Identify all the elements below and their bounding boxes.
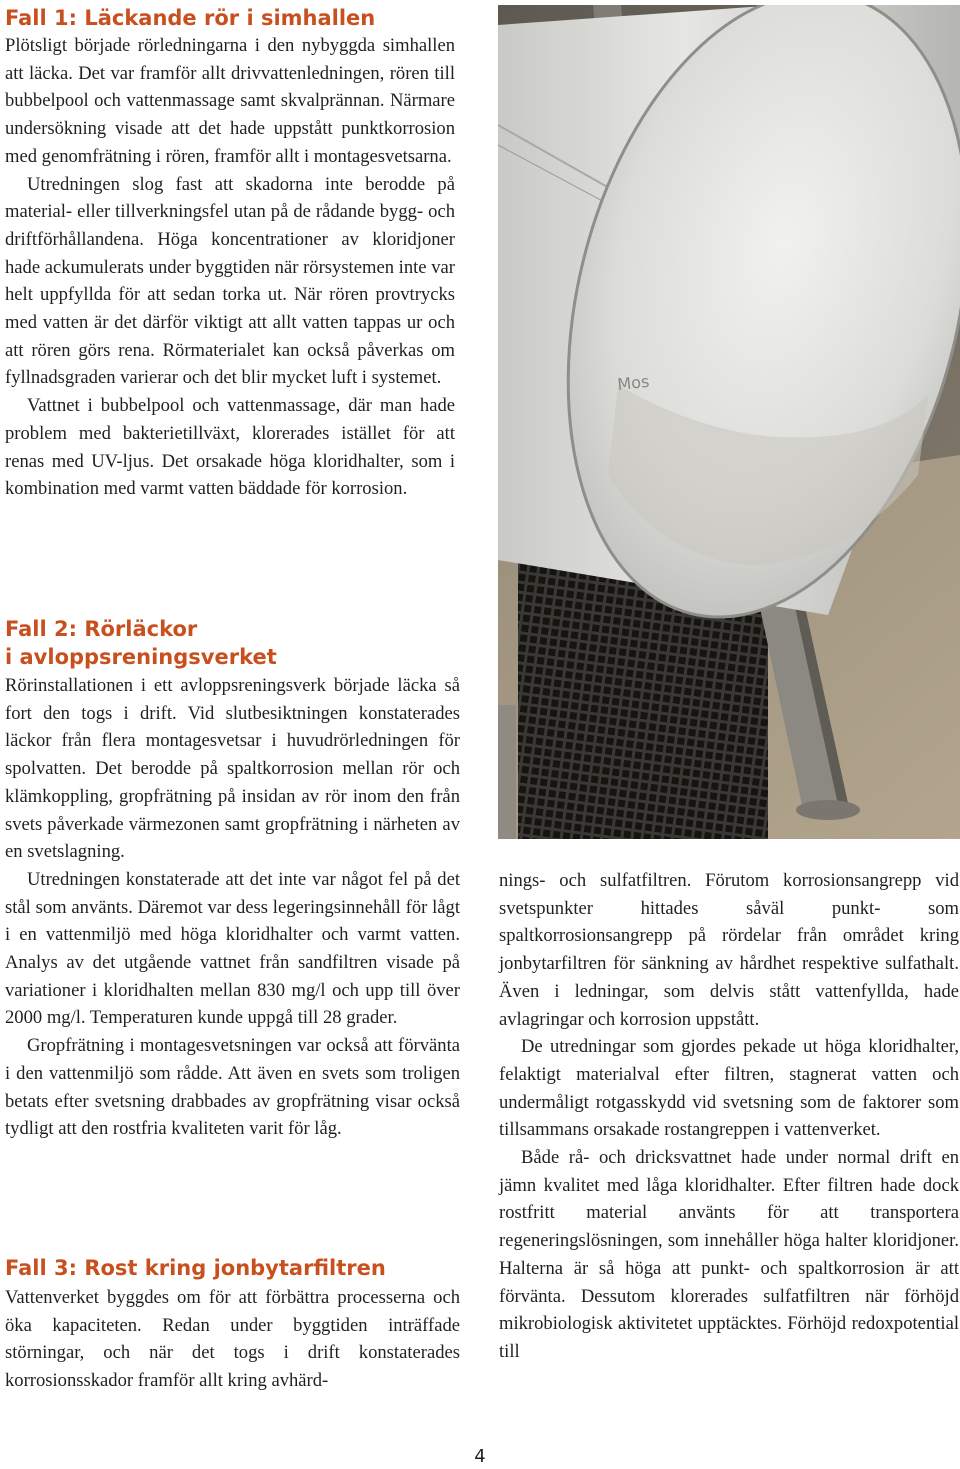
pipe-photo-illustration bbox=[498, 5, 960, 839]
case3-body-right bbox=[499, 867, 959, 1366]
case2-paragraph-1: Rörinstallationen i ett avloppsreningsverk började läcka så fort den togs i drift. Vid slutbesiktningen konstaterades läckor från flera montagesvetsar i huvudrörledningen för spolvatten. Det berodde på spaltkorrosion mellan rör och klämkoppling, gropfrätning på insidan av rör inom den från svets påverkade värmezonen samt gropfrätning i närheten av en svetslagning. bbox=[5, 675, 460, 863]
case1-body bbox=[5, 32, 455, 503]
case2-heading bbox=[5, 615, 277, 671]
case1-heading: Fall 1: Läckande rör i simhallen bbox=[5, 6, 376, 30]
page-number: 4 bbox=[474, 1446, 486, 1467]
case3-paragraph-1-continued: nings- och sulfatfiltren. Förutom korrosionsangrepp vid svetspunkter hittades såväl punkt- som spaltkorrosionsangrepp på rördelar från området kring jonbytarfiltren för sänkning av hårdhet respektive sulfathalt. Även i ledningar, som delvis stått vattenfyllda, hade avlagringar och korrosion uppstått. bbox=[499, 870, 959, 1030]
case3-paragraph-2: De utredningar som gjordes pekade ut höga kloridhalter, felaktigt materialval efter filtren, stagnerat vatten och undermåligt rotgasskydd vid svetsning som de faktorer som tillsammans orsakade rostangreppen i vattenverket. bbox=[499, 1036, 959, 1141]
case3-body-left bbox=[5, 1284, 460, 1395]
case3-paragraph-3: Både rå- och dricksvattnet hade under normal drift en jämn kvalitet med låga kloridhalter. Efter filtren hade dock rostfritt material använts för att transportera regeneringslösningen, som innehåller höga halter kloridjoner. Halterna är så höga att punkt- och spaltkorrosion är att förvänta. Dessutom klorerades sulfatfiltren när förhöjd mikrobiologisk aktivitetet upptäcktes. Förhöjd redoxpotential till bbox=[499, 1147, 959, 1362]
pipe-photo bbox=[498, 5, 960, 839]
case2-body bbox=[5, 672, 460, 1143]
case1-paragraph-2: Utredningen slog fast att skadorna inte berodde på material- eller tillverkningsfel utan på de rådande bygg- och driftförhållandena. Höga koncentrationer av kloridjoner hade ackumulerats under byggtiden när rörsystemen inte var helt uppfyllda för att sedan torka ut. När rören provtrycks med vatten är det därför viktigt att allt vatten tappas ur och att rören görs rena. Rörmaterialet kan också påverkas om fyllnadsgraden varierar och det blir mycket luft i systemet. bbox=[5, 173, 455, 389]
case1-paragraph-1: Plötsligt började rörledningarna i den nybyggda simhallen att läcka. Det var framför allt drivvattenledningen, rören till bubbelpool och vattenmassage samt skvalprännan. Närmare undersökning visade att det hade uppstått punktkorrosion med genomfrätning i rören, framför allt i montagesvetsarna. bbox=[5, 35, 455, 167]
case2-paragraph-2: Utredningen konstaterade att det inte var något fel på det stål som använts. Däremot var dess legeringsinnehåll för lågt i en vattenmiljö med höga kloridhalter och varmt vatten. Analys av det utgående vattnet från sandfiltren visade på variationer i kloridhalten mellan 830 mg/l och upp till över 2000 mg/l. Temperaturen kunde uppgå till 28 grader. bbox=[5, 868, 460, 1029]
case3-paragraph-1: Vattenverket byggdes om för att förbättra processerna och öka kapaciteten. Redan under byggtiden inträffade störningar, och när det togs i drift konstaterades korrosionsskador framför allt kring avhärd- bbox=[5, 1287, 460, 1392]
case2-paragraph-3: Gropfrätning i montagesvetsningen var också att förvänta i den vattenmiljö som rådde. Att även en svets som troligen betats efter svetsning drabbades av gropfrätning visar också tydligt att den rostfria kvaliteten varit för låg. bbox=[5, 1035, 460, 1140]
case2-heading-line1: Fall 2: Rörläckor bbox=[5, 617, 198, 641]
case2-heading-line2: i avloppsreningsverket bbox=[5, 645, 277, 669]
case1-paragraph-3: Vattnet i bubbelpool och vattenmassage, där man hade problem med bakterietillväxt, klorerades istället för att renas med UV-ljus. Det orsakade höga kloridhalter, som i kombination med varmt vatten bäddade för korrosion. bbox=[5, 395, 455, 500]
pipe-marking: Mos bbox=[616, 371, 651, 394]
case3-heading: Fall 3: Rost kring jonbytarfiltren bbox=[5, 1256, 386, 1280]
